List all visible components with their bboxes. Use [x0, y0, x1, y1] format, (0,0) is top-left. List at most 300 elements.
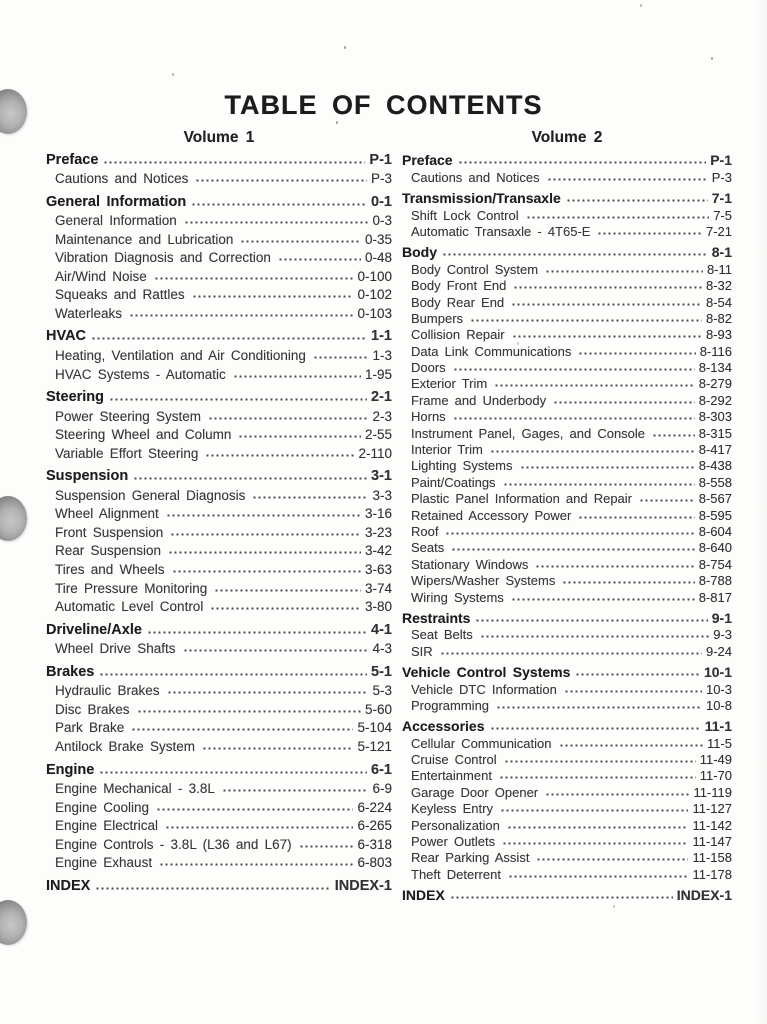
toc-item-label: Tires and Wheels — [55, 562, 165, 578]
toc-page-number: 0-48 — [364, 250, 392, 266]
dot-leader — [167, 680, 369, 699]
dot-leader — [470, 310, 702, 326]
toc-item-label: Vehicle DTC Information — [411, 681, 557, 697]
toc-page-number: 0-3 — [372, 213, 392, 229]
toc-item-label: Exterior Trim — [411, 376, 488, 392]
dot-leader — [91, 326, 367, 345]
toc-page-number: 0-100 — [357, 268, 392, 284]
dot-leader — [575, 664, 700, 680]
toc-item-row — [402, 359, 732, 375]
toc-page-number: 8-1 — [711, 244, 732, 261]
toc-page-number: 9-1 — [711, 609, 732, 626]
toc-item-row — [402, 375, 732, 391]
toc-item-row — [402, 206, 732, 222]
toc-section-row — [402, 152, 732, 168]
toc-item-row — [402, 751, 732, 767]
toc-section-row — [402, 718, 732, 734]
toc-item-label: Collision Repair — [411, 327, 505, 343]
toc-page-number: 3-16 — [364, 506, 392, 522]
dot-leader — [490, 718, 701, 734]
toc-item-row — [46, 558, 392, 577]
toc-section-row — [46, 326, 392, 345]
toc-item-label: Interior Trim — [411, 442, 483, 458]
toc-item-row — [46, 247, 392, 266]
dot-leader — [566, 190, 708, 206]
dot-leader — [170, 521, 361, 540]
toc-item-label: Keyless Entry — [411, 801, 493, 817]
toc-item-row — [402, 767, 732, 783]
toc-section-row — [46, 875, 392, 894]
toc-page-number: 8-292 — [698, 392, 732, 408]
dot-leader — [458, 152, 707, 168]
toc-page-number: 1-1 — [371, 328, 392, 345]
toc-item-label: Wheel Drive Shafts — [55, 641, 176, 657]
toc-section-title: Steering — [46, 389, 105, 406]
dot-leader — [578, 342, 695, 358]
dot-leader — [202, 735, 353, 754]
dot-leader — [445, 523, 694, 539]
toc-section-row — [46, 191, 392, 210]
dot-leader — [299, 833, 354, 852]
toc-page-number: 6-9 — [372, 781, 392, 797]
toc-page-number: 8-303 — [698, 409, 732, 425]
toc-page-number: 11-178 — [692, 866, 732, 882]
toc-item-label: Rear Suspension — [55, 543, 162, 559]
toc-page-number: 11-119 — [693, 784, 732, 800]
toc-page-number: 10-8 — [705, 697, 732, 713]
toc-item-label: Wiring Systems — [411, 589, 504, 605]
toc-page-number: 8-11 — [706, 261, 732, 277]
toc-page-number: 8-279 — [698, 376, 732, 392]
toc-item-row — [402, 342, 732, 358]
dot-leader — [313, 344, 369, 363]
toc-item-row — [46, 442, 392, 461]
toc-item-row — [402, 865, 732, 881]
toc-item-label: Body Front End — [411, 278, 507, 294]
toc-item-label: Personalization — [411, 817, 500, 833]
dot-leader — [172, 558, 361, 577]
toc-page-number: 3-23 — [364, 524, 392, 540]
volume-1-heading: Volume 1 — [183, 129, 255, 146]
dot-leader — [511, 588, 695, 604]
toc-item-row — [46, 577, 392, 596]
toc-item-row — [46, 735, 392, 754]
toc-page-number: 8-32 — [705, 278, 732, 294]
toc-section-title: Restraints — [402, 609, 471, 626]
toc-item-label: Seat Belts — [411, 627, 473, 643]
toc-item-row — [46, 521, 392, 540]
toc-item-label: Front Suspension — [55, 524, 164, 540]
toc-page-number: 8-82 — [705, 310, 732, 326]
toc-page-number: 8-640 — [698, 540, 732, 556]
toc-item-row — [46, 503, 392, 522]
toc-section-title: INDEX — [402, 887, 445, 904]
toc-item-row — [402, 424, 732, 440]
toc-item-label: Air/Wind Noise — [55, 268, 147, 284]
toc-section-row — [46, 661, 392, 680]
toc-section-title: Preface — [402, 152, 453, 169]
dot-leader — [526, 206, 710, 222]
dot-leader — [137, 698, 361, 717]
toc-item-row — [402, 523, 732, 539]
toc-item-label: Automatic Transaxle - 4T65-E — [411, 223, 591, 239]
toc-section-row — [46, 759, 392, 778]
toc-page-number: 3-63 — [364, 562, 392, 578]
dot-leader — [578, 506, 694, 522]
binder-hole — [0, 496, 27, 541]
dot-leader — [494, 375, 695, 391]
toc-item-row — [46, 680, 392, 699]
toc-section-title: Suspension — [46, 468, 129, 485]
volume-1-column — [46, 149, 392, 894]
dot-leader — [639, 490, 695, 506]
toc-section-title: General Information — [46, 193, 187, 210]
toc-page-number: 4-3 — [372, 641, 392, 657]
toc-section-title: Accessories — [402, 718, 485, 735]
toc-page-number: 8-558 — [698, 474, 732, 490]
toc-page-number: 11-158 — [692, 850, 732, 866]
dot-leader — [156, 796, 353, 815]
dot-leader — [133, 466, 367, 485]
toc-section-title: Transmission/Transaxle — [402, 190, 561, 207]
toc-section-title: Vehicle Control Systems — [402, 664, 571, 681]
toc-item-label: Body Rear End — [411, 294, 505, 310]
dot-leader — [451, 539, 695, 555]
toc-page-number: 6-318 — [357, 836, 392, 852]
toc-page-number: INDEX-1 — [676, 887, 732, 904]
toc-item-label: Power Steering System — [55, 408, 202, 424]
toc-item-label: Instrument Panel, Gages, and Console — [411, 425, 646, 441]
toc-page-number: 9-24 — [705, 643, 732, 659]
toc-page-number: 8-567 — [698, 491, 732, 507]
toc-item-row — [402, 555, 732, 571]
dot-leader — [535, 555, 694, 571]
toc-page-number: 6-224 — [357, 799, 392, 815]
toc-item-row — [46, 484, 392, 503]
dot-leader — [453, 359, 695, 375]
toc-item-row — [402, 642, 732, 658]
toc-page-number: 11-1 — [704, 718, 732, 735]
toc-item-label: Rear Parking Assist — [411, 850, 530, 866]
toc-item-label: Retained Accessory Power — [411, 507, 572, 523]
dot-leader — [504, 751, 696, 767]
dot-leader — [165, 815, 353, 834]
toc-page-number: 8-134 — [698, 360, 732, 376]
toc-page-number: 3-80 — [364, 599, 392, 615]
toc-item-row — [402, 800, 732, 816]
dot-leader — [240, 228, 361, 247]
toc-item-row — [402, 223, 732, 239]
toc-item-label: Suspension General Diagnosis — [55, 487, 246, 503]
toc-page-number: 2-55 — [364, 427, 392, 443]
dot-leader — [652, 424, 695, 440]
toc-section-row — [402, 610, 732, 626]
toc-page-number: 8-93 — [705, 327, 732, 343]
toc-item-label: Entertainment — [411, 768, 492, 784]
toc-page-number: 3-42 — [364, 543, 392, 559]
toc-item-label: Heating, Ventilation and Air Conditioning — [55, 348, 306, 364]
toc-page-number: 8-817 — [698, 589, 732, 605]
toc-item-row — [46, 717, 392, 736]
toc-item-label: Horns — [411, 409, 446, 425]
toc-page-number: 5-104 — [357, 720, 392, 736]
dot-leader — [166, 503, 361, 522]
toc-item-label: Antilock Brake System — [55, 738, 196, 754]
page-title: TABLE OF CONTENTS — [224, 90, 543, 120]
toc-item-row — [402, 168, 732, 184]
toc-item-label: Maintenance and Lubrication — [55, 231, 234, 247]
toc-item-label: Roof — [411, 523, 439, 539]
toc-item-row — [402, 277, 732, 293]
dot-leader — [503, 473, 695, 489]
dot-leader — [129, 302, 353, 321]
toc-item-label: Seats — [411, 540, 445, 556]
toc-page-number: 11-127 — [692, 801, 732, 817]
toc-item-row — [402, 408, 732, 424]
toc-item-label: Hydraulic Brakes — [55, 683, 160, 699]
toc-page-number: 8-595 — [698, 507, 732, 523]
toc-page-number: 8-116 — [699, 343, 732, 359]
toc-item-row — [46, 638, 392, 657]
dot-leader — [214, 577, 361, 596]
toc-item-row — [46, 815, 392, 834]
dot-leader — [238, 424, 361, 443]
toc-item-label: Automatic Level Control — [55, 599, 204, 615]
toc-item-label: Squeaks and Rattles — [55, 287, 185, 303]
dot-leader — [109, 387, 367, 406]
toc-item-row — [402, 260, 732, 276]
dot-leader — [210, 596, 361, 615]
dot-leader — [103, 149, 365, 168]
toc-page-number: 0-1 — [371, 193, 392, 210]
toc-item-label: Cautions and Notices — [55, 171, 189, 187]
toc-page-number: P-1 — [369, 151, 392, 168]
dot-leader — [252, 484, 368, 503]
toc-section-title: Body — [402, 244, 437, 261]
dot-leader — [192, 284, 354, 303]
dot-leader — [278, 247, 361, 266]
toc-item-label: HVAC Systems - Automatic — [55, 366, 226, 382]
toc-page-number: 8-604 — [698, 523, 732, 539]
dot-leader — [450, 887, 673, 903]
toc-item-row — [46, 228, 392, 247]
toc-item-row — [402, 473, 732, 489]
toc-section-title: Engine — [46, 761, 95, 778]
toc-section-row — [402, 244, 732, 260]
dot-leader — [154, 265, 354, 284]
toc-item-label: Variable Effort Steering — [55, 445, 199, 461]
toc-page-number: 9-3 — [713, 627, 732, 643]
toc-page-number: 8-754 — [698, 556, 732, 572]
dot-leader — [453, 408, 695, 424]
dot-leader — [95, 875, 330, 894]
dot-leader — [500, 800, 689, 816]
toc-page-number: 2-1 — [371, 389, 392, 406]
toc-item-row — [402, 391, 732, 407]
dot-leader — [159, 852, 353, 871]
toc-item-row — [402, 326, 732, 342]
toc-item-row — [402, 457, 732, 473]
toc-page-number: 10-1 — [703, 664, 732, 681]
toc-page-number: 5-3 — [372, 683, 392, 699]
toc-item-label: Cautions and Notices — [411, 169, 540, 185]
toc-item-label: Theft Deterrent — [411, 866, 501, 882]
toc-item-label: Park Brake — [55, 720, 125, 736]
toc-item-label: Vibration Diagnosis and Correction — [55, 250, 271, 266]
toc-page-number: 5-60 — [364, 701, 392, 717]
toc-item-row — [402, 588, 732, 604]
dot-leader — [480, 626, 709, 642]
dot-leader — [183, 638, 369, 657]
dot-leader — [507, 816, 689, 832]
toc-item-row — [402, 833, 732, 849]
dot-leader — [131, 717, 353, 736]
toc-item-row — [402, 849, 732, 865]
dot-leader — [442, 244, 708, 260]
toc-item-label: Engine Electrical — [55, 818, 159, 834]
toc-item-row — [46, 833, 392, 852]
dot-leader — [520, 457, 695, 473]
toc-item-row — [402, 490, 732, 506]
dot-leader — [191, 191, 367, 210]
toc-item-row — [46, 698, 392, 717]
dot-leader — [195, 168, 367, 187]
toc-item-label: Lighting Systems — [411, 458, 513, 474]
toc-page-number: 8-54 — [705, 294, 732, 310]
toc-page-number: 7-5 — [713, 207, 732, 223]
toc-page-number: 1-3 — [372, 348, 392, 364]
toc-page-number: 10-3 — [705, 681, 732, 697]
toc-item-label: Waterleaks — [55, 305, 123, 321]
toc-item-label: Plastic Panel Information and Repair — [411, 491, 633, 507]
toc-item-row — [46, 265, 392, 284]
toc-page-number: 5-1 — [371, 663, 392, 680]
toc-page-number: 3-3 — [372, 487, 392, 503]
toc-section-row — [46, 619, 392, 638]
toc-item-row — [402, 680, 732, 696]
dot-leader — [475, 610, 707, 626]
toc-item-label: Data Link Communications — [411, 343, 572, 359]
toc-page-number: 0-35 — [364, 231, 392, 247]
toc-page-number: 11-147 — [692, 834, 732, 850]
toc-item-label: Disc Brakes — [55, 701, 130, 717]
volume-2-heading: Volume 2 — [531, 129, 603, 146]
dot-leader — [536, 849, 688, 865]
toc-page-number: 2-110 — [358, 445, 392, 461]
toc-item-label: Power Outlets — [411, 834, 496, 850]
toc-section-row — [402, 887, 732, 903]
toc-item-label: Wheel Alignment — [55, 506, 159, 522]
toc-item-row — [46, 778, 392, 797]
toc-section-row — [402, 664, 732, 680]
toc-section-title: Preface — [46, 151, 99, 168]
toc-page-number: P-3 — [370, 171, 392, 187]
toc-item-row — [402, 734, 732, 750]
toc-item-label: Paint/Coatings — [411, 474, 496, 490]
toc-section-row — [46, 466, 392, 485]
toc-item-label: Bumpers — [411, 310, 464, 326]
toc-page-number: 8-417 — [698, 442, 732, 458]
toc-item-row — [402, 506, 732, 522]
toc-item-row — [46, 596, 392, 615]
toc-item-label: Steering Wheel and Column — [55, 427, 232, 443]
toc-page-number: 2-3 — [372, 408, 392, 424]
toc-item-label: SIR — [411, 643, 433, 659]
toc-item-row — [46, 796, 392, 815]
toc-item-row — [402, 310, 732, 326]
dot-leader — [222, 778, 369, 797]
toc-item-label: Engine Mechanical - 3.8L — [55, 781, 215, 797]
dot-leader — [511, 293, 702, 309]
dot-leader — [168, 540, 361, 559]
toc-page-number: 0-103 — [357, 305, 392, 321]
scan-speck-artifacts — [344, 46, 346, 49]
toc-page-number: 6-265 — [357, 818, 392, 834]
toc-page-number: 3-1 — [371, 468, 392, 485]
dot-leader — [496, 697, 702, 713]
dot-leader — [205, 442, 354, 461]
toc-item-row — [402, 783, 732, 799]
toc-page-number: 1-95 — [364, 366, 392, 382]
toc-item-label: General Information — [55, 213, 177, 229]
toc-page-number: 11-142 — [692, 817, 732, 833]
toc-item-row — [46, 210, 392, 229]
toc-item-row — [46, 284, 392, 303]
toc-item-label: Body Control System — [411, 261, 539, 277]
toc-item-label: Doors — [411, 360, 446, 376]
toc-page-number: 5-121 — [357, 738, 392, 754]
toc-section-row — [46, 149, 392, 168]
toc-page-number: 8-438 — [698, 458, 732, 474]
toc-item-row — [46, 302, 392, 321]
dot-leader — [184, 210, 369, 229]
dot-leader — [513, 277, 702, 293]
toc-item-row — [46, 363, 392, 382]
dot-leader — [562, 572, 694, 588]
toc-page-number: 7-1 — [711, 190, 732, 207]
toc-item-row — [46, 405, 392, 424]
toc-page-number: INDEX-1 — [334, 877, 392, 894]
toc-item-row — [402, 293, 732, 309]
toc-item-label: Cellular Communication — [411, 735, 552, 751]
toc-item-row — [402, 441, 732, 457]
dot-leader — [597, 223, 702, 239]
dot-leader — [440, 642, 702, 658]
toc-item-label: Frame and Underbody — [411, 392, 547, 408]
dot-leader — [512, 326, 702, 342]
toc-item-row — [46, 424, 392, 443]
toc-item-label: Engine Exhaust — [55, 855, 153, 871]
dot-leader — [147, 619, 367, 638]
toc-item-row — [402, 816, 732, 832]
toc-page-number: 11-70 — [699, 768, 732, 784]
dot-leader — [99, 759, 367, 778]
toc-page-number: P-3 — [711, 169, 732, 185]
toc-item-label: Engine Cooling — [55, 799, 150, 815]
toc-page-number: P-1 — [710, 152, 732, 169]
dot-leader — [233, 363, 361, 382]
dot-leader — [559, 734, 703, 750]
toc-section-title: Brakes — [46, 663, 95, 680]
toc-item-label: Wipers/Washer Systems — [411, 573, 556, 589]
volume-2-column — [402, 152, 732, 903]
dot-leader — [553, 391, 695, 407]
toc-page-number: 7-21 — [705, 223, 732, 239]
dot-leader — [502, 833, 688, 849]
toc-item-label: Engine Controls - 3.8L (L36 and L67) — [55, 836, 292, 852]
toc-page-number: 6-1 — [371, 761, 392, 778]
toc-section-title: Driveline/Axle — [46, 621, 142, 638]
